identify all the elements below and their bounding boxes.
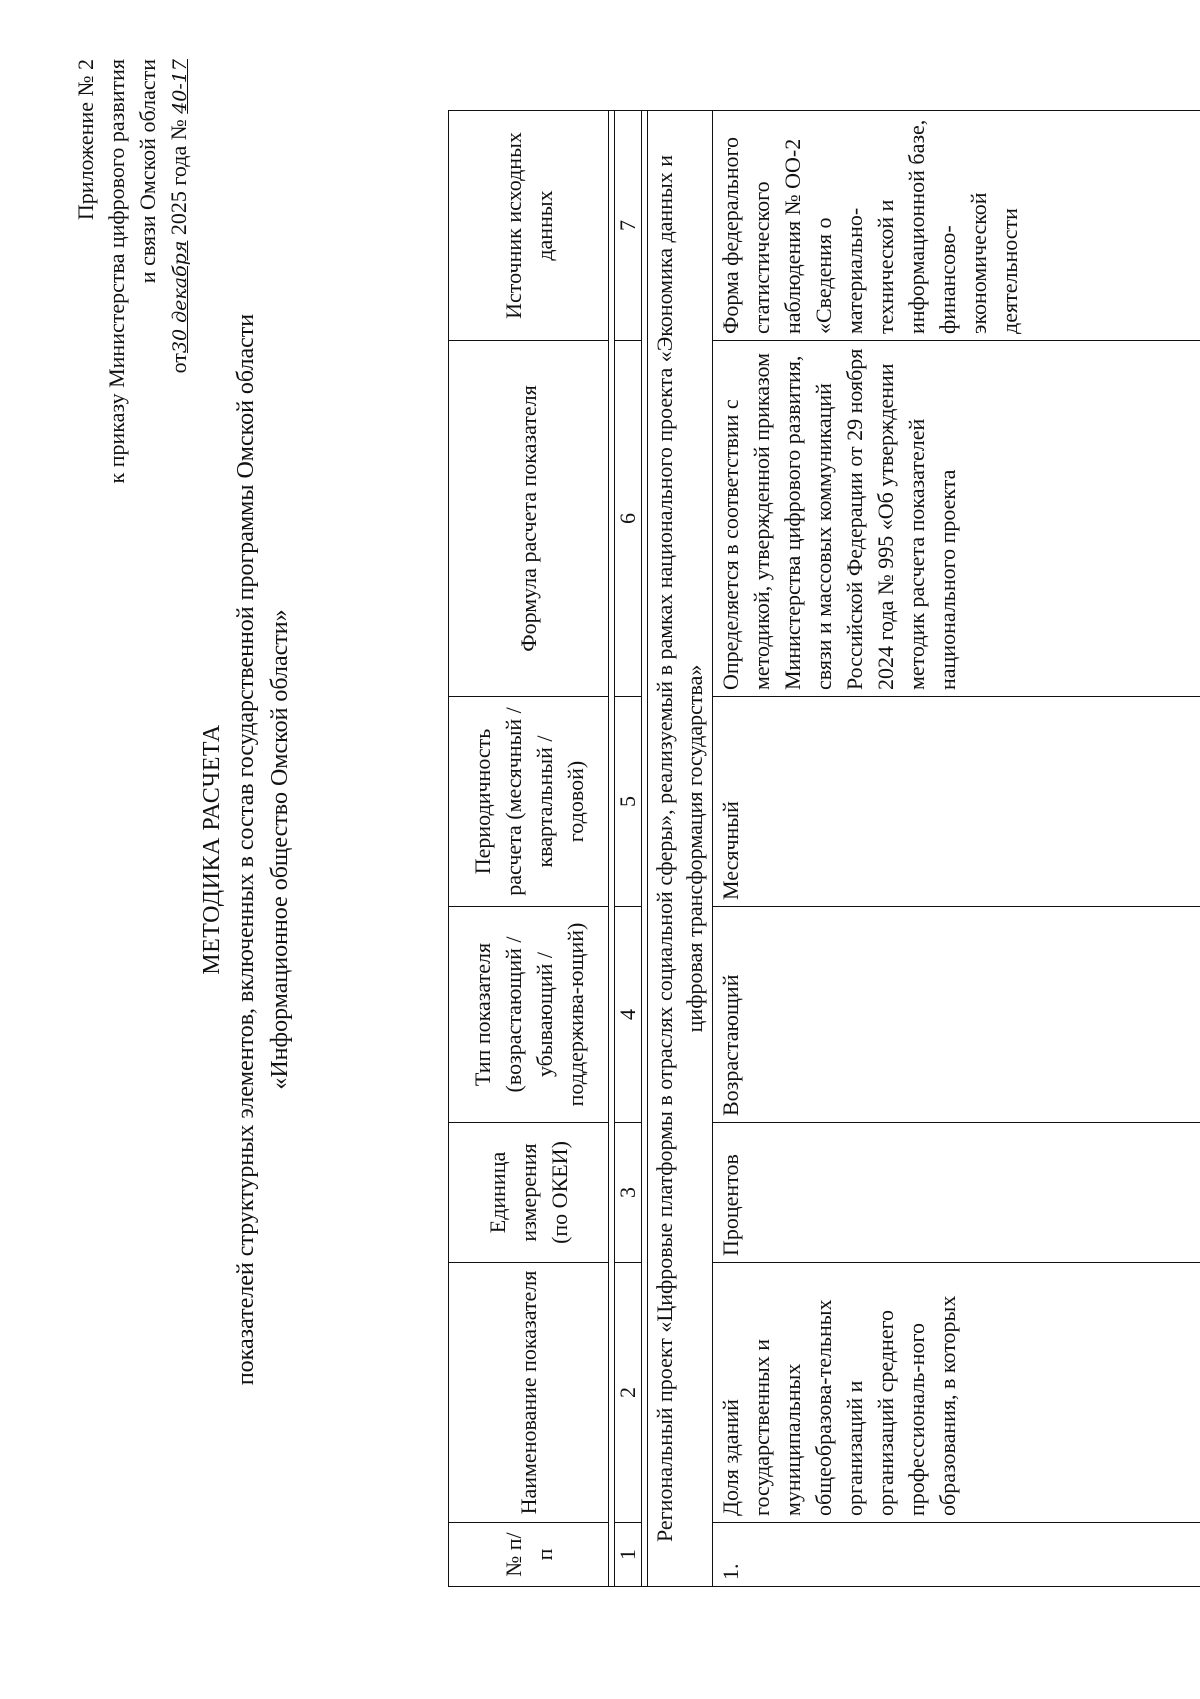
- date-prefix: от: [166, 353, 191, 374]
- methodology-table: [448, 110, 1200, 1587]
- indicator-periodicity: Месячный: [713, 697, 1200, 907]
- col-header-source: Источник исходных данных: [449, 111, 609, 341]
- col-header-name: Наименование показателя: [449, 1263, 609, 1523]
- column-number: 2: [615, 1263, 642, 1523]
- col-header-unit: Единица измерения (по ОКЕИ): [449, 1123, 609, 1263]
- title-subtitle: показателей структурных элементов, включенных в состав государственной программы Омской области: [233, 313, 259, 1386]
- column-number: 1: [615, 1523, 642, 1587]
- table-row: [713, 111, 1200, 1587]
- regional-project-title: Региональный проект «Цифровые платформы в отраслях социальной сферы», реализуемый в рамках национального проекта «Экономика данных и цифровая трансформация государства»: [648, 111, 713, 1587]
- handwritten-date: 30 декабря: [169, 240, 191, 354]
- order-reference-cont: и связи Омской области: [135, 59, 160, 284]
- order-date-line: [163, 59, 196, 619]
- document-title: [195, 0, 297, 1699]
- column-number: 6: [615, 341, 642, 697]
- row-number: 1.: [713, 1523, 1200, 1587]
- column-number: 3: [615, 1123, 642, 1263]
- column-number: 4: [615, 907, 642, 1123]
- indicator-source: Форма федерального статистического наблюдения № ОО-2 «Сведения о материально-технической и информационной базе, финансово-экономической деятельности: [713, 111, 1200, 341]
- order-reference: к приказу Министерства цифрового развития: [104, 59, 129, 484]
- col-header-number: № п/п: [449, 1523, 609, 1587]
- column-number-row: [615, 111, 642, 1587]
- indicator-name: Доля зданий государственных и муниципальных общеобразова-тельных организаций и организаций среднего профессиональ-ного образования, в которых: [713, 1263, 1200, 1523]
- column-number: 5: [615, 697, 642, 907]
- title-main: МЕТОДИКА РАСЧЕТА: [199, 724, 225, 975]
- indicator-formula: Определяется в соответствии с методикой, утвержденной приказом Министерства цифрового развития, связи и массовых коммуникаций Российской Федерации от 29 ноября 2024 года № 995 «Об утверждении методик расчета показателей национального проекта: [713, 341, 1200, 697]
- title-program-name: «Информационное общество Омской области»: [267, 609, 293, 1090]
- col-header-formula: Формула расчета показателя: [449, 341, 609, 697]
- order-attachment-header: [70, 59, 196, 619]
- table-header-row: [449, 111, 609, 1587]
- col-header-type: Тип показателя (возрастающий / убывающий / поддержива-ющий): [449, 907, 609, 1123]
- column-number: 7: [615, 111, 642, 341]
- indicator-type: Возрастающий: [713, 907, 1200, 1123]
- indicator-unit: Процентов: [713, 1123, 1200, 1263]
- col-header-periodicity: Периодичность расчета (месячный / квартальный / годовой): [449, 697, 609, 907]
- attachment-number: Приложение № 2: [73, 59, 98, 221]
- section-row: [648, 111, 713, 1587]
- handwritten-order-number: 40-17: [169, 59, 191, 114]
- date-year: 2025 года №: [166, 113, 191, 241]
